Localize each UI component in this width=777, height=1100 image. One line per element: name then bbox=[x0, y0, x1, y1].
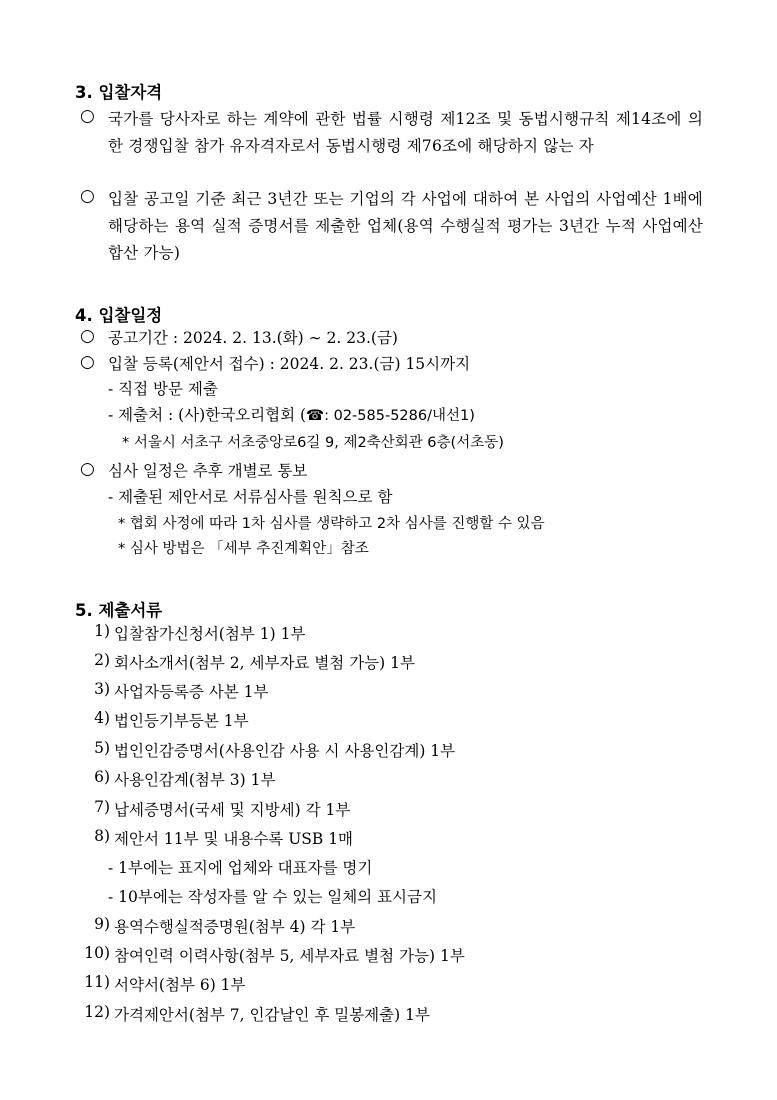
bullet-circle: ○ bbox=[80, 459, 95, 479]
bullet-circle: ○ bbox=[80, 186, 95, 206]
list-item: 사용인감계(첨부 3) 1부 bbox=[114, 771, 276, 789]
list-number: 9) bbox=[94, 915, 110, 933]
eligibility-item-1: 국가를 당사자로 하는 계약에 관한 법률 시행령 제12조 및 동법시행규칙 제14조에 의한 경쟁입찰 참가 유자격자로서 동법시행령 제76조에 해당하지 않는 자 bbox=[108, 110, 703, 155]
list-number: 8) bbox=[94, 827, 110, 845]
list-number: 10) bbox=[84, 944, 110, 962]
destination-prefix: - 제출처 : (사)한국오리협회 ( bbox=[108, 406, 307, 424]
list-number: 7) bbox=[94, 798, 110, 816]
list-item: 회사소개서(첨부 2, 세부자료 별첨 가능) 1부 bbox=[114, 654, 415, 672]
list-item: 사업자등록증 사본 1부 bbox=[114, 683, 269, 701]
proposal-sub-note-2: - 10부에는 작성자를 알 수 있는 일체의 표시금지 bbox=[108, 888, 437, 906]
direct-visit-note: - 직접 방문 제출 bbox=[108, 380, 218, 398]
list-number: 6) bbox=[94, 768, 110, 786]
review-schedule: 심사 일정은 추후 개별로 통보 bbox=[108, 462, 308, 480]
proposal-sub-note-1: - 1부에는 표지에 업체와 대표자를 명기 bbox=[108, 859, 373, 877]
list-number: 5) bbox=[94, 739, 110, 757]
review-principle: - 제출된 제안서로 서류심사를 원칙으로 함 bbox=[108, 488, 393, 506]
list-item: 가격제안서(첨부 7, 인감날인 후 밀봉제출) 1부 bbox=[114, 1006, 430, 1024]
announcement-period: 공고기간 : 2024. 2. 13.(화) ∼ 2. 23.(금) bbox=[108, 329, 398, 347]
bullet-circle: ○ bbox=[80, 326, 95, 346]
phone-icon: ☎ bbox=[306, 408, 325, 424]
destination-phone: : 02-585-5286/내선1) bbox=[324, 408, 475, 424]
list-item: 법인인감증명서(사용인감 사용 시 사용인감계) 1부 bbox=[114, 742, 456, 760]
section-3-heading: 3. 입찰자격 bbox=[75, 83, 163, 102]
list-number: 2) bbox=[94, 651, 110, 669]
section-5-heading: 5. 제출서류 bbox=[75, 601, 163, 620]
list-number: 11) bbox=[84, 973, 110, 991]
list-number: 12) bbox=[84, 1003, 110, 1021]
list-item: 서약서(첨부 6) 1부 bbox=[114, 976, 246, 994]
list-item: 납세증명서(국세 및 지방세) 각 1부 bbox=[114, 801, 351, 819]
list-number: 4) bbox=[94, 709, 110, 727]
review-note-2: * 심사 방법은 「세부 추진계획안」참조 bbox=[118, 541, 369, 557]
eligibility-item-2: 입찰 공고일 기준 최근 3년간 또는 기업의 각 사업에 대하여 본 사업의 사업예산 1배에 해당하는 용역 실적 증명서를 제출한 업체(용역 수행실적 평가는 3년간 누적 사업예산 합산 가능) bbox=[108, 190, 703, 262]
bullet-circle: ○ bbox=[80, 106, 95, 126]
list-number: 3) bbox=[94, 680, 110, 698]
submission-address: * 서울시 서초구 서초중앙로6길 9, 제2축산회관 6층(서초동) bbox=[122, 435, 504, 451]
list-item: 참여인력 이력사항(첨부 5, 세부자료 별첨 가능) 1부 bbox=[114, 947, 465, 965]
list-number: 1) bbox=[94, 622, 110, 640]
bid-registration: 입찰 등록(제안서 접수) : 2024. 2. 23.(금) 15시까지 bbox=[108, 355, 471, 373]
list-item: 법인등기부등본 1부 bbox=[114, 712, 249, 730]
bullet-circle: ○ bbox=[80, 352, 95, 372]
submission-destination bbox=[108, 403, 475, 425]
list-item: 제안서 11부 및 내용수록 USB 1매 bbox=[114, 830, 354, 848]
list-item: 용역수행실적증명원(첨부 4) 각 1부 bbox=[114, 918, 356, 936]
section-4-heading: 4. 입찰일정 bbox=[75, 306, 163, 325]
list-item: 입찰참가신청서(첨부 1) 1부 bbox=[114, 625, 306, 643]
review-note-1: * 협회 사정에 따라 1차 심사를 생략하고 2차 심사를 진행할 수 있음 bbox=[118, 516, 545, 532]
